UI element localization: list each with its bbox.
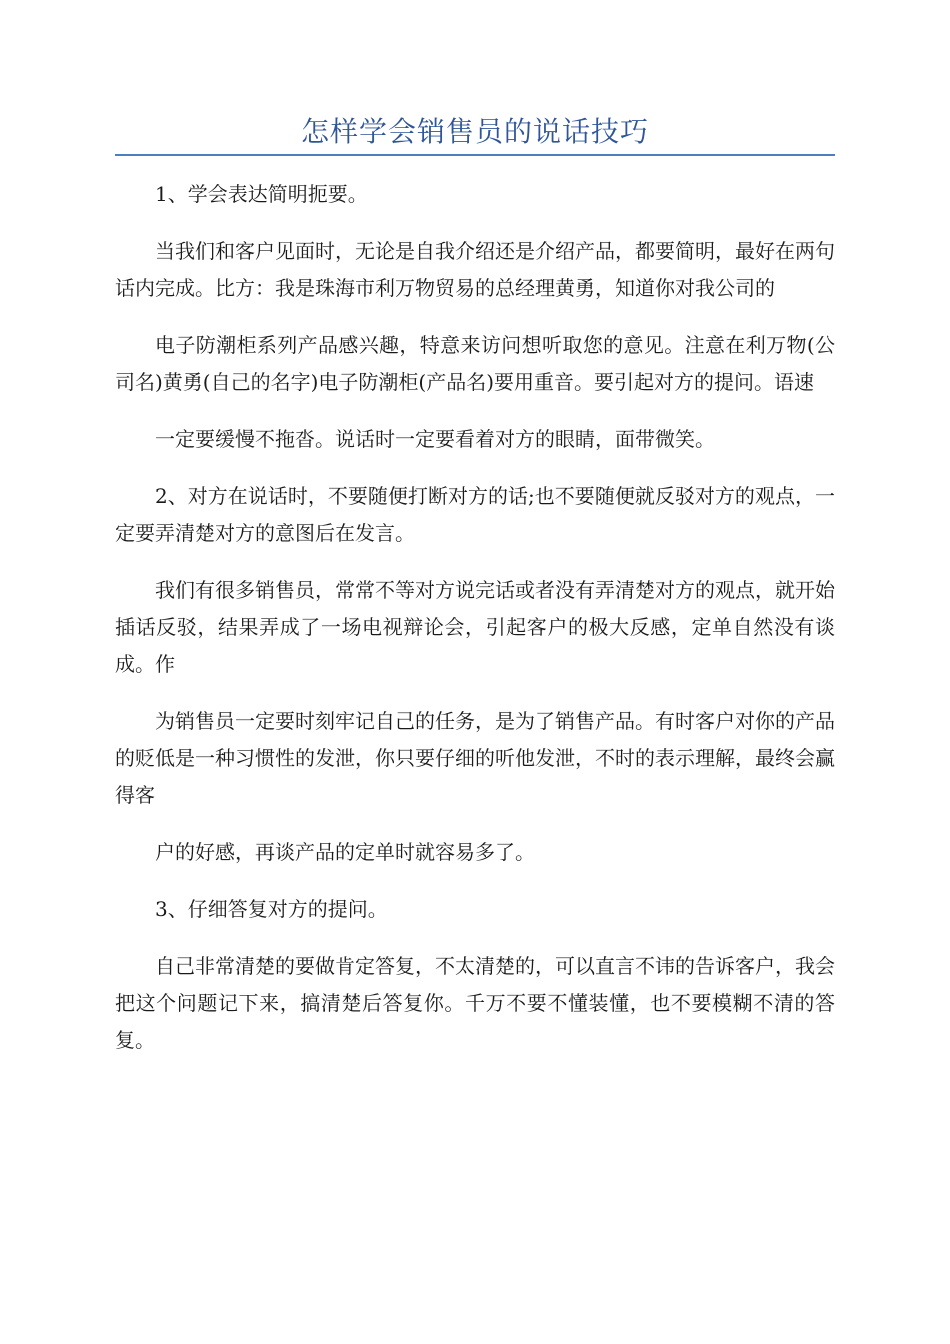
paragraph-6: 我们有很多销售员，常常不等对方说完话或者没有弄清楚对方的观点，就开始插话反驳，结果弄成了一场电视辩论会，引起客户的极大反感，定单自然没有谈成。作 <box>115 578 835 676</box>
title-underline <box>115 154 835 156</box>
document-title: 怎样学会销售员的说话技巧 <box>300 115 649 148</box>
paragraph-3: 电子防潮柜系列产品感兴趣，特意来访问想听取您的意见。注意在利万物(公司名)黄勇(自己的名字)电子防潮柜(产品名)要用重音。要引起对方的提问。语速 <box>115 333 835 394</box>
document-body <box>115 176 835 1079</box>
paragraph-1: 1、学会表达简明扼要。 <box>155 182 368 206</box>
paragraph-8: 户的好感，再谈产品的定单时就容易多了。 <box>155 840 535 864</box>
paragraph-5: 2、对方在说话时，不要随便打断对方的话;也不要随便就反驳对方的观点，一定要弄清楚对方的意图后在发言。 <box>115 484 835 545</box>
paragraph-10: 自己非常清楚的要做肯定答复，不太清楚的，可以直言不讳的告诉客户，我会把这个问题记下来，搞清楚后答复你。千万不要不懂装懂，也不要模糊不清的答复。 <box>115 954 835 1052</box>
paragraph-9: 3、仔细答复对方的提问。 <box>155 897 388 921</box>
paragraph-2: 当我们和客户见面时，无论是自我介绍还是介绍产品，都要简明，最好在两句话内完成。比方：我是珠海市利万物贸易的总经理黄勇，知道你对我公司的 <box>115 239 835 300</box>
paragraph-7: 为销售员一定要时刻牢记自己的任务，是为了销售产品。有时客户对你的产品的贬低是一种习惯性的发泄，你只要仔细的听他发泄，不时的表示理解，最终会赢得客 <box>115 709 835 807</box>
paragraph-4: 一定要缓慢不拖沓。说话时一定要看着对方的眼睛，面带微笑。 <box>155 427 715 451</box>
